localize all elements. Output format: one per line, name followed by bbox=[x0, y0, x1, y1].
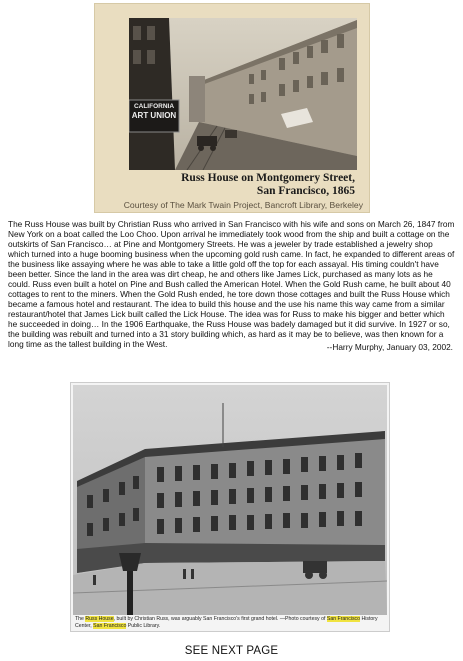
see-next-page-label: SEE NEXT PAGE bbox=[184, 645, 279, 657]
author-signature: --Harry Murphy, January 03, 2002. bbox=[326, 342, 453, 352]
bottom-photo-card bbox=[70, 382, 390, 632]
caption-part: History Center, bbox=[75, 616, 378, 629]
sign-line-1: CALIFORNIA bbox=[133, 103, 175, 110]
caption-part: , built by Christian Russ, was arguably San Francisco's first grand hotel. —Photo courtesy of bbox=[113, 616, 327, 622]
story-paragraph: The Russ House was built by Christian Russ who arrived in San Francisco with his wife and sons on March 26, 1847 from New York on a boat called the Loo Choo. Upon arrival he immediately took wood from the ship and built a cottage on the outskirts of San Francisco… at Pine and Montgomery Streets. He was a jeweler by trade established a jewelry shop which turned into a huge booming business when the upcoming gold rush came. In fact, he expanded to different areas of the business like assaying where he was able to take a little gold off the top for each assayal. His timing couldn't have been better. Since the land in the area was dirt cheap, he and others like James Lick, purchased as many lots as he could. Russ even built a hotel on Pine and Bush called the American Hotel. When the Gold Rush came, he built about 40 cottages to rent to the miners. When the Gold Rush ended, he tore down those cottages and built the Russ House which became a famous hotel and restaurant. The idea to build this house and the use his name this way came from a similar restaurant/hotel that James Lick built called the Lick House. The idea was for Russ to make his bigger and better which he succeeded in doing… In the 1906 Earthquake, the Russ House was badely damaged but it did survive. In 1927 or so, the building was rebuilt and turned into a 31 story building which, as hard as it may be to believe, was then known for a long time as the tallest building in the West. bbox=[8, 219, 455, 349]
photo-title-line-2: San Francisco, 1865 bbox=[256, 185, 355, 197]
photo-courtesy: Courtesy of The Mark Twain Project, Bancroft Library, Berkeley bbox=[123, 200, 363, 210]
caption-highlight: Russ House bbox=[85, 616, 114, 622]
russ-house-photo bbox=[73, 385, 387, 615]
montgomery-street-photo bbox=[129, 18, 357, 170]
caption-highlight: San Francisco bbox=[93, 623, 127, 629]
sign-line-2: ART UNION bbox=[131, 111, 177, 120]
top-photo-card bbox=[94, 3, 370, 213]
bottom-photo-caption bbox=[75, 616, 387, 630]
caption-part: Public Library. bbox=[126, 623, 161, 629]
caption-highlight: San Francisco bbox=[326, 616, 361, 622]
caption-part: The bbox=[75, 616, 86, 622]
art-union-sign bbox=[131, 103, 177, 121]
photo-title-line-1: Russ House on Montgomery Street, bbox=[181, 172, 355, 184]
